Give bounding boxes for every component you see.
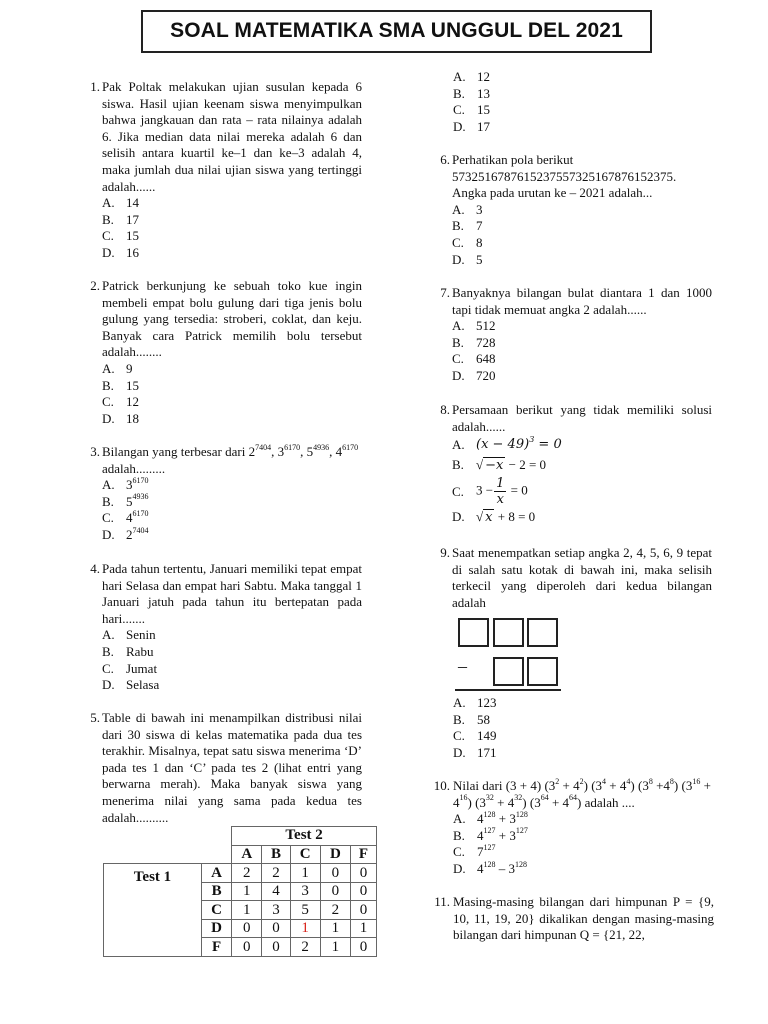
digit-box[interactable] [493, 618, 524, 647]
question-text: Pada tahun tertentu, Januari memiliki tepat empat hari Selasa dan empat hari Sabtu. Maka tanggal 1 Januari jatuh pada tahun itu bertepatan pada hari....... [102, 561, 362, 626]
row-header: F [201, 938, 231, 957]
column-header: B [262, 845, 290, 864]
option-d[interactable]: D. $4^{128} - 3^{128}$ [453, 859, 527, 876]
question-7 [428, 285, 712, 385]
option-a[interactable]: A. 12 [453, 69, 490, 84]
question-5-options [453, 69, 553, 135]
option-b[interactable]: B. 13 [453, 85, 490, 101]
question-text: Perhatikan pola berikut [452, 152, 574, 167]
option-b[interactable]: B. $4^{127} + 3^{127}$ [453, 826, 528, 843]
grade-distribution-table [103, 826, 377, 957]
options-list [452, 434, 712, 527]
table-corner [104, 827, 232, 864]
option-a[interactable]: A. $(x - 49)^3 = 0$ [452, 434, 562, 453]
option-b[interactable]: B. $5^{4936}$ [102, 492, 149, 509]
option-d[interactable]: D. 720 [452, 367, 496, 383]
options-list [452, 202, 712, 268]
option-d[interactable]: D. Selasa [102, 677, 160, 693]
table-cell: 1 [232, 882, 262, 901]
options-list [453, 811, 714, 877]
question-9 [428, 545, 712, 611]
table-cell: 0 [320, 864, 350, 883]
table-cell: 0 [351, 864, 377, 883]
question-6 [428, 152, 712, 268]
question-text: Persamaan berikut yang tidak memiliki solusi adalah...... [452, 402, 712, 434]
digit-box[interactable] [527, 657, 558, 686]
option-a[interactable]: A. $4^{128} + 3^{128}$ [453, 809, 528, 827]
table-cell: 2 [262, 864, 290, 883]
option-d[interactable]: D. 18 [102, 410, 139, 426]
option-c[interactable]: C. $7^{127}$ [453, 843, 496, 860]
question-number: 7. [440, 285, 450, 300]
question-10 [428, 778, 714, 878]
question-text: Masing-masing bilangan dari himpunan P = {9, 10, 11, 19, 20} dikalikan dengan masing-masing bilangan dari himpunan Q = {21, 22, [453, 894, 714, 943]
question-number: 9. [440, 545, 450, 560]
option-c[interactable]: C. 149 [453, 728, 497, 744]
option-c[interactable]: C. 8 [452, 234, 483, 250]
question-1 [78, 79, 362, 262]
subtraction-line [455, 689, 561, 691]
table-cell: 1 [232, 901, 262, 920]
option-d[interactable]: D. $2^{7404}$ [102, 525, 149, 542]
digit-box[interactable] [458, 618, 489, 647]
option-d[interactable]: D. 5 [452, 251, 483, 267]
question-number: 3. [90, 444, 100, 459]
table-cell: 0 [262, 919, 290, 938]
table-cell: 0 [232, 938, 262, 957]
question-3 [78, 444, 362, 544]
column-header: A [232, 845, 262, 864]
test2-header: Test 2 [232, 827, 377, 846]
test1-header: Test 1 [104, 864, 202, 957]
question-number: 8. [440, 402, 450, 417]
option-b[interactable]: B. 58 [453, 711, 490, 727]
option-c[interactable]: C. 15 [102, 228, 139, 244]
question-number: 2. [90, 278, 100, 293]
question-text: Pak Poltak melakukan ujian susulan kepada 6 siswa. Hasil ujian keenam siswa menyimpulkan bahwa jangkauan dan rata – rata nilainya adalah 6. Jika median data nilai mereka adalah 6 dan selisih antara kuartil ke–1 dan ke–3 adalah 4, maka jumlah dua nilai ujian siswa yang tertinggi adalah...... [102, 79, 362, 194]
question-text: Patrick berkunjung ke sebuah toko kue ingin membeli empat bolu gulung dari tiga jenis bolu gulung yang tersedia: stroberi, coklat, dan keju. Banyak cara Patrick memilih bolu tersebut adalah........ [102, 278, 362, 360]
table-cell: 0 [262, 938, 290, 957]
table-cell: 2 [290, 938, 320, 957]
options-list [102, 627, 362, 693]
question-number: 1. [90, 79, 100, 94]
question-number: 6. [440, 152, 450, 167]
question-text: Banyaknya bilangan bulat diantara 1 dan 1000 tapi tidak memuat angka 2 adalah...... [452, 285, 712, 317]
table-header-row [104, 827, 377, 846]
question-text: Table di bawah ini menampilkan distribusi nilai dari 30 siswa di kelas matematika pada dua tes terakhir. Misalnya, tepat satu siswa menerima ‘D’ pada tes 1 dan ‘C’ pada tes 2 (lihat entri yang berwarna merah). Maka banyak siswa yang menerima nilai yang sama pada kedua tes adalah.......... [102, 710, 362, 825]
option-c[interactable]: C. 15 [453, 102, 490, 118]
title-box [141, 10, 652, 53]
question-text: Saat menempatkan setiap angka 2, 4, 5, 6, 9 tepat di salah satu kotak di bawah ini, maka selisih terkecil yang diperoleh dari kedua bilangan adalah [452, 545, 712, 610]
table-cell: 5 [290, 901, 320, 920]
column-header: D [320, 845, 350, 864]
table-cell: 0 [351, 882, 377, 901]
question-text-2: Angka pada urutan ke – 2021 adalah... [452, 185, 653, 201]
option-b[interactable]: B. 7 [452, 218, 483, 234]
row-header: D [201, 919, 231, 938]
option-d[interactable]: D. 16 [102, 244, 139, 260]
question-2 [78, 278, 362, 427]
option-d[interactable]: D. 171 [453, 744, 497, 760]
table-cell: 1 [320, 919, 350, 938]
row-header: C [201, 901, 231, 920]
option-a[interactable]: A. 512 [452, 318, 496, 334]
option-c[interactable]: C. 3 − $\frac{1}{x}$ = 0 [452, 476, 528, 508]
option-a[interactable]: A. $3^{6170}$ [102, 475, 149, 493]
table-cell: 1 [351, 919, 377, 938]
number-sequence: 5732516787615237557325167876152375. [452, 168, 677, 184]
options-list [102, 195, 362, 261]
option-c[interactable]: C. $4^{6170}$ [102, 509, 149, 526]
option-a[interactable]: A. 123 [453, 695, 497, 710]
question-number: 4. [90, 561, 100, 576]
option-b[interactable]: B. √ −x − 2 = 0 [452, 456, 547, 473]
options-list [102, 477, 362, 543]
table-cell: 3 [290, 882, 320, 901]
question-9-options [453, 695, 553, 761]
digit-box-diagram [455, 616, 565, 694]
table-cell: 0 [320, 882, 350, 901]
question-8 [428, 402, 712, 527]
option-a[interactable]: A. 9 [102, 360, 133, 376]
question-5 [78, 710, 362, 826]
question-number: 5. [90, 710, 100, 725]
option-b[interactable]: B. Rabu [102, 643, 154, 659]
table-row [104, 864, 377, 883]
option-c[interactable]: C. 648 [452, 351, 496, 367]
table-cell: 4 [262, 882, 290, 901]
option-c[interactable]: C. 12 [102, 394, 139, 410]
table-cell: 1 [290, 864, 320, 883]
table-cell: 1 [320, 938, 350, 957]
table-cell-highlight: 1 [290, 919, 320, 938]
option-c[interactable]: C. Jumat [102, 660, 158, 676]
table-cell: 2 [320, 901, 350, 920]
table-cell: 3 [262, 901, 290, 920]
option-b[interactable]: B. 728 [452, 334, 496, 350]
option-a[interactable]: A. 14 [102, 195, 139, 211]
table-cell: 0 [351, 901, 377, 920]
option-d[interactable]: D. √ x + 8 = 0 [452, 509, 536, 526]
question-number: 10. [433, 778, 450, 793]
digit-box[interactable] [493, 657, 524, 686]
question-11 [428, 894, 714, 944]
question-number: 11. [434, 894, 450, 909]
options-list [453, 695, 553, 761]
option-b[interactable]: B. 15 [102, 377, 139, 393]
option-d[interactable]: D. 17 [453, 118, 490, 134]
column-header: F [351, 845, 377, 864]
table-cell: 2 [232, 864, 262, 883]
option-a[interactable]: A. Senin [102, 627, 156, 643]
table-cell: 0 [351, 938, 377, 957]
row-header: B [201, 882, 231, 901]
table-cell: 0 [232, 919, 262, 938]
page-title: SOAL MATEMATIKA SMA UNGGUL DEL 2021 [170, 19, 623, 43]
options-list [453, 69, 553, 135]
row-header: A [201, 864, 231, 883]
question-4 [78, 561, 362, 694]
minus-sign: – [458, 656, 467, 676]
option-b[interactable]: B. 17 [102, 211, 139, 227]
options-list [102, 361, 362, 427]
options-list [452, 318, 712, 384]
question-text: Nilai dari (3 + 4) $(3^2 + 4^2) (3^4 + 4^4)$ $(3^8 +4^8) (3^{16} + 4^{16}) (3^{32} + 4^{32}) (3^{64} + 4^{64})$ adalah .... [453, 776, 711, 810]
option-a[interactable]: A. 3 [452, 201, 483, 217]
column-header: C [290, 845, 320, 864]
digit-box[interactable] [527, 618, 558, 647]
question-text: Bilangan yang terbesar dari $2^{7404}$, $3^{6170}$, $5^{4936}$, $4^{6170}$ adalah......... [102, 442, 359, 476]
